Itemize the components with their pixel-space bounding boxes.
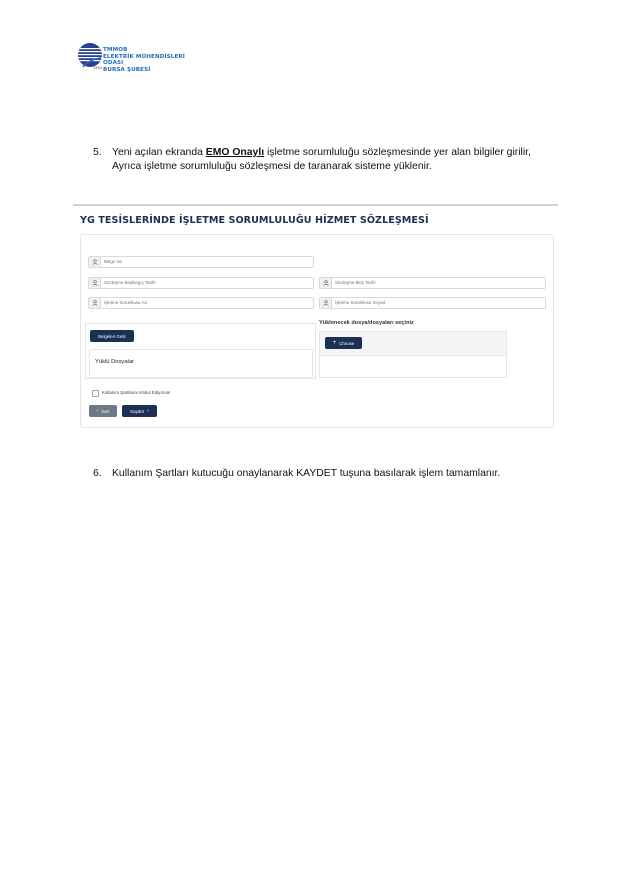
chevron-left-icon: ‹	[96, 408, 99, 414]
save-button[interactable]	[122, 405, 157, 417]
chevron-right-icon: ›	[147, 408, 149, 414]
step-5	[93, 146, 543, 176]
logo-line-3: BURSA ŞUBESİ	[103, 66, 151, 73]
user-icon	[89, 278, 101, 288]
user-icon	[89, 298, 101, 308]
isletme-ad-field[interactable]	[88, 297, 314, 309]
emo-onayli-emphasis: EMO Onaylı	[205, 147, 265, 158]
belgeleri-getir-button[interactable]	[90, 330, 134, 342]
back-label: Geri	[101, 408, 110, 414]
sozlesme-bitis-placeholder: Sözleşme Bitiş Tarihi	[335, 280, 376, 285]
form-screenshot	[73, 204, 558, 434]
form-title: YG TESİSLERİNDE İŞLETME SORUMLULUĞU HİZMET SÖZLEŞMESİ	[80, 215, 429, 226]
isletme-soyad-field[interactable]	[319, 297, 546, 309]
belge-no-field[interactable]	[88, 256, 314, 268]
divider	[73, 204, 558, 206]
terms-checkbox[interactable]	[92, 390, 99, 397]
sozlesme-baslangic-field[interactable]	[88, 277, 314, 289]
plus-icon: +	[332, 340, 337, 346]
step-text: işletme sorumluluğu sözleşmesinde yer alan bilgiler girilir,	[264, 147, 531, 158]
upload-label: Yüklenecek dosya/dosyaları seçiniz	[319, 320, 414, 326]
yuklu-dosyalar-box	[89, 349, 313, 378]
user-icon	[320, 298, 332, 308]
logo-line-1: TMMOB	[103, 47, 128, 53]
belgeler-panel	[85, 323, 316, 379]
logo-line-2: ELEKTRİK MÜHENDİSLERİ ODASI	[103, 53, 185, 66]
upload-panel	[319, 331, 507, 378]
choose-label: Choose	[339, 340, 355, 346]
step-text: Yeni açılan ekranda	[112, 147, 206, 158]
step-line	[112, 146, 531, 160]
belge-no-placeholder: Belge No	[104, 259, 123, 264]
step-line-2: Ayrıca işletme sorumluluğu sözleşmesi de taranarak sisteme yüklenir.	[112, 161, 432, 172]
step-6	[93, 467, 543, 483]
step-number: 5.	[93, 147, 102, 158]
user-icon	[320, 278, 332, 288]
sozlesme-baslangic-placeholder: Sözleşme Başlangıç Tarihi	[104, 280, 156, 285]
user-icon	[89, 257, 101, 267]
back-button[interactable]	[89, 405, 117, 417]
isletme-ad-placeholder: İşletme Sorumlusu Ad	[104, 300, 147, 305]
emo-logo	[77, 42, 207, 72]
save-label: Kaydet	[130, 408, 144, 414]
sozlesme-bitis-field[interactable]	[319, 277, 546, 289]
step-line: Kullanım Şartları kutucuğu onaylanarak KAYDET tuşuna basılarak işlem tamamlanır.	[112, 468, 501, 479]
step-number: 6.	[93, 468, 102, 479]
choose-button[interactable]	[325, 337, 362, 349]
logo-year: 1954	[93, 66, 102, 70]
yuklu-dosyalar-label: Yüklü Dosyalar	[95, 359, 134, 365]
terms-label: Kullanım Şartlarını Kabul Ediyorum	[102, 390, 171, 395]
isletme-soyad-placeholder: İşletme Sorumlusu Soyad	[335, 300, 386, 305]
belgeleri-getir-label: Belgeleri Getir	[98, 333, 126, 339]
form-card	[80, 234, 554, 428]
